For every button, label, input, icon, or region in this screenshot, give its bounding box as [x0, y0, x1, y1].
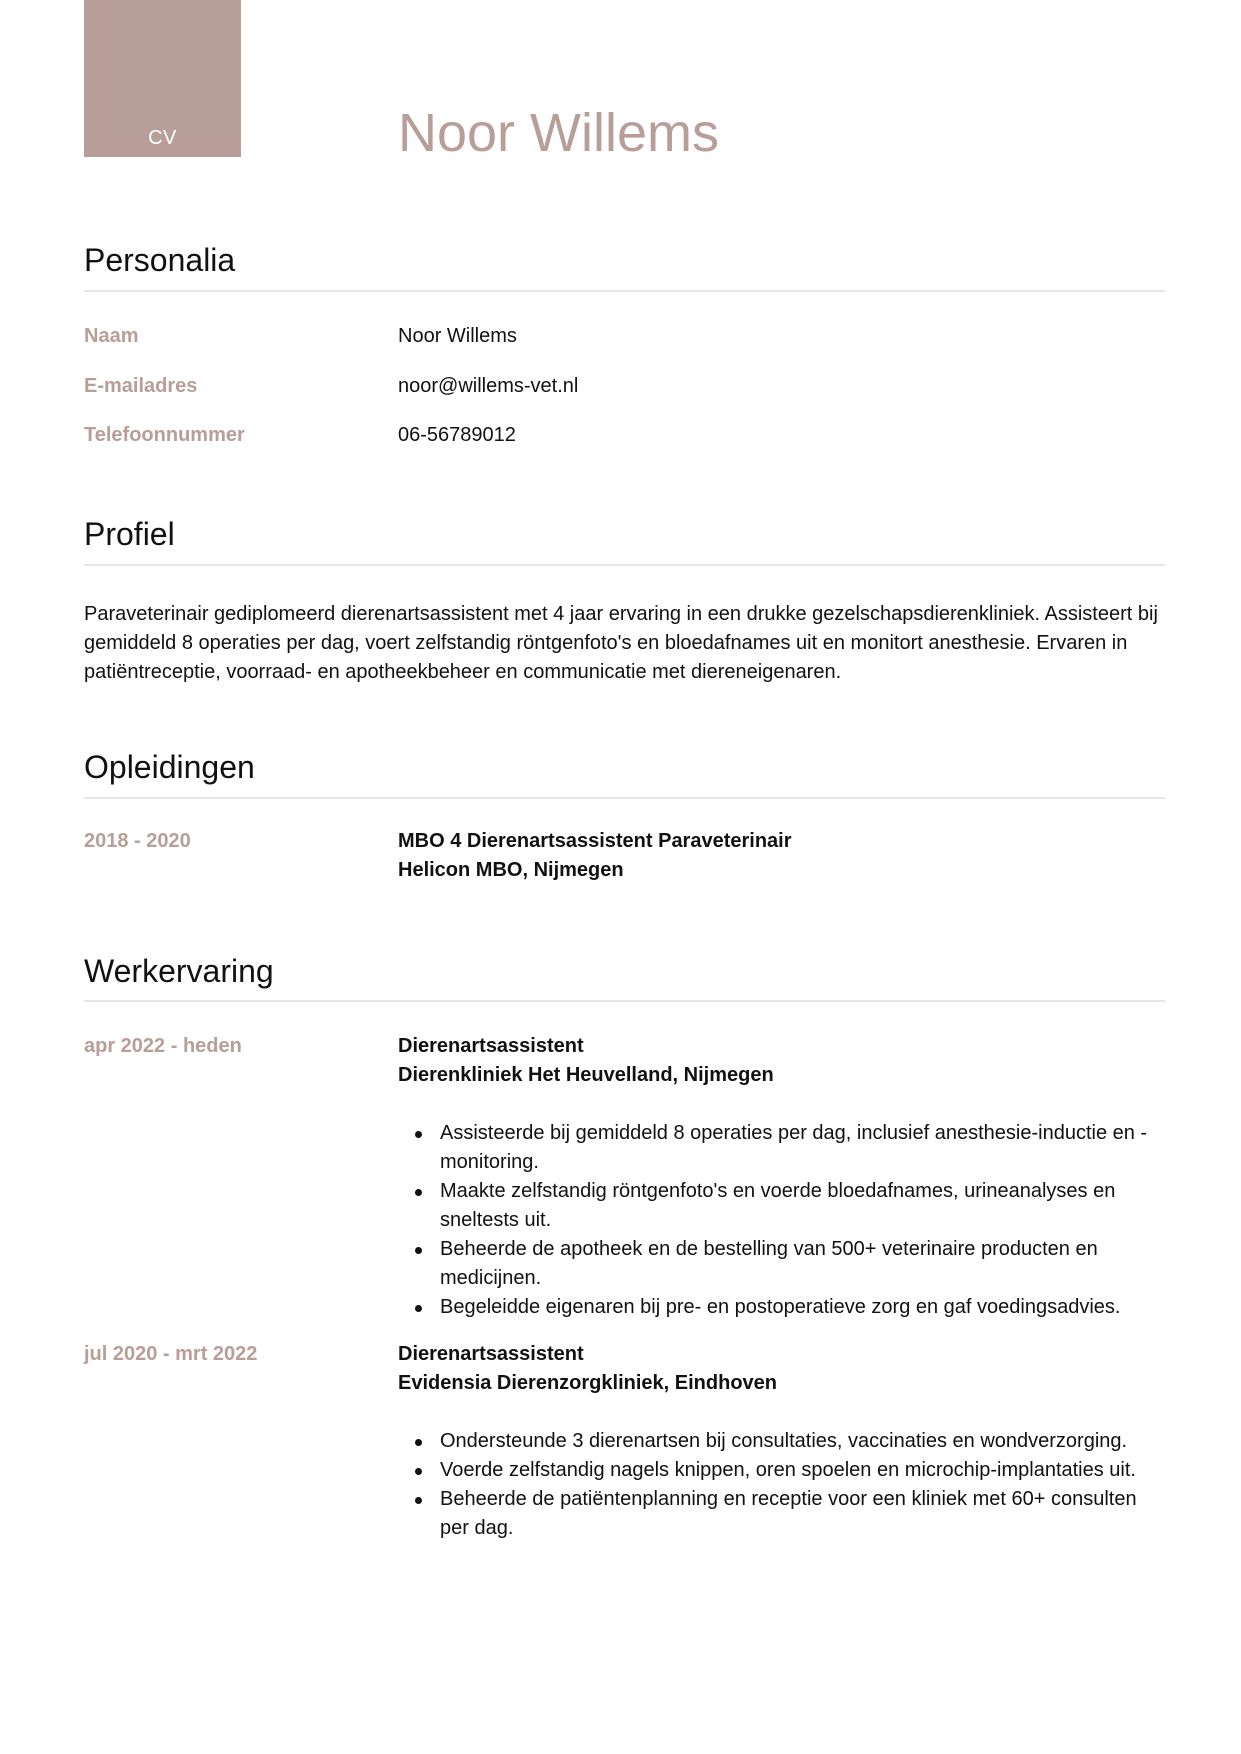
bullet-text: Maakte zelfstandig röntgenfoto's en voerde bloedafnames, urineanalyses en sneltests uit.: [440, 1180, 1116, 1231]
bullet-dot-icon: [415, 1439, 422, 1446]
job-bullet-list: [398, 1119, 1168, 1322]
section-title-personalia: Personalia: [84, 242, 236, 278]
bullet-text: Beheerde de patiëntenplanning en receptie voor een kliniek met 60+ consulten per dag.: [440, 1488, 1137, 1539]
job-details: [398, 1340, 1168, 1543]
list-item: [398, 1293, 1168, 1322]
email-value: noor@willems-vet.nl: [398, 375, 579, 397]
education-degree: MBO 4 Dierenartsassistent Paraveterinair: [398, 830, 792, 852]
bullet-dot-icon: [415, 1305, 422, 1312]
bullet-text: Voerde zelfstandig nagels knippen, oren spoelen en microchip-implantaties uit.: [440, 1459, 1136, 1481]
section-divider: [84, 290, 1165, 292]
list-item: [398, 1456, 1168, 1485]
list-item: [398, 1485, 1168, 1543]
bullet-text: Ondersteunde 3 dierenartsen bij consultaties, vaccinaties en wondverzorging.: [440, 1430, 1128, 1452]
list-item: [398, 1427, 1168, 1456]
job-bullet-list: [398, 1427, 1168, 1543]
bullet-text: Beheerde de apotheek en de bestelling van 500+ veterinaire producten en medicijnen.: [440, 1238, 1098, 1289]
bullet-dot-icon: [415, 1247, 422, 1254]
education-school: Helicon MBO, Nijmegen: [398, 859, 624, 881]
job-employer: Dierenkliniek Het Heuvelland, Nijmegen: [398, 1064, 774, 1086]
section-title-werkervaring: Werkervaring: [84, 953, 274, 989]
bullet-dot-icon: [415, 1131, 422, 1138]
personalia-label: E-mailadres: [84, 375, 198, 397]
bullet-dot-icon: [415, 1497, 422, 1504]
section-title-profiel: Profiel: [84, 516, 175, 552]
personalia-value: Noor Willems: [398, 325, 517, 347]
job-period: apr 2022 - heden: [84, 1035, 242, 1057]
profile-summary: Paraveterinair gediplomeerd dierenartsassistent met 4 jaar ervaring in een drukke gezelschapsdierenkliniek. Assisteert bij gemiddeld 8 operaties per dag, voert zelfstandig röntgenfoto's en bloedafnames uit en monitort anesthesie. Ervaren in patiëntreceptie, voorraad- en apotheekbeheer en communicatie met diereneigenaren.: [84, 603, 1158, 683]
bullet-dot-icon: [415, 1468, 422, 1475]
section-title-opleidingen: Opleidingen: [84, 749, 255, 785]
bullet-dot-icon: [415, 1189, 422, 1196]
section-divider: [84, 564, 1165, 566]
personalia-label: Naam: [84, 325, 139, 347]
list-item: [398, 1177, 1168, 1235]
candidate-name-heading: Noor Willems: [398, 103, 720, 163]
list-item: [398, 1235, 1168, 1293]
personalia-label: Telefoonnummer: [84, 424, 245, 446]
job-period: jul 2020 - mrt 2022: [84, 1343, 258, 1365]
cv-badge-label: CV: [148, 127, 177, 149]
education-period: 2018 - 2020: [84, 830, 191, 852]
cv-badge: [84, 0, 241, 157]
bullet-text: Begeleidde eigenaren bij pre- en postoperatieve zorg en gaf voedingsadvies.: [440, 1296, 1121, 1318]
list-item: [398, 1119, 1168, 1177]
job-employer: Evidensia Dierenzorgkliniek, Eindhoven: [398, 1372, 777, 1394]
job-role: Dierenartsassistent: [398, 1343, 584, 1365]
job-role: Dierenartsassistent: [398, 1035, 584, 1057]
section-divider: [84, 1000, 1165, 1002]
job-details: [398, 1032, 1168, 1322]
bullet-text: Assisteerde bij gemiddeld 8 operaties per dag, inclusief anesthesie-inductie en -monitoring.: [440, 1122, 1148, 1173]
education-details: [398, 827, 1168, 885]
phone-value: 06-56789012: [398, 424, 516, 446]
section-divider: [84, 797, 1165, 799]
